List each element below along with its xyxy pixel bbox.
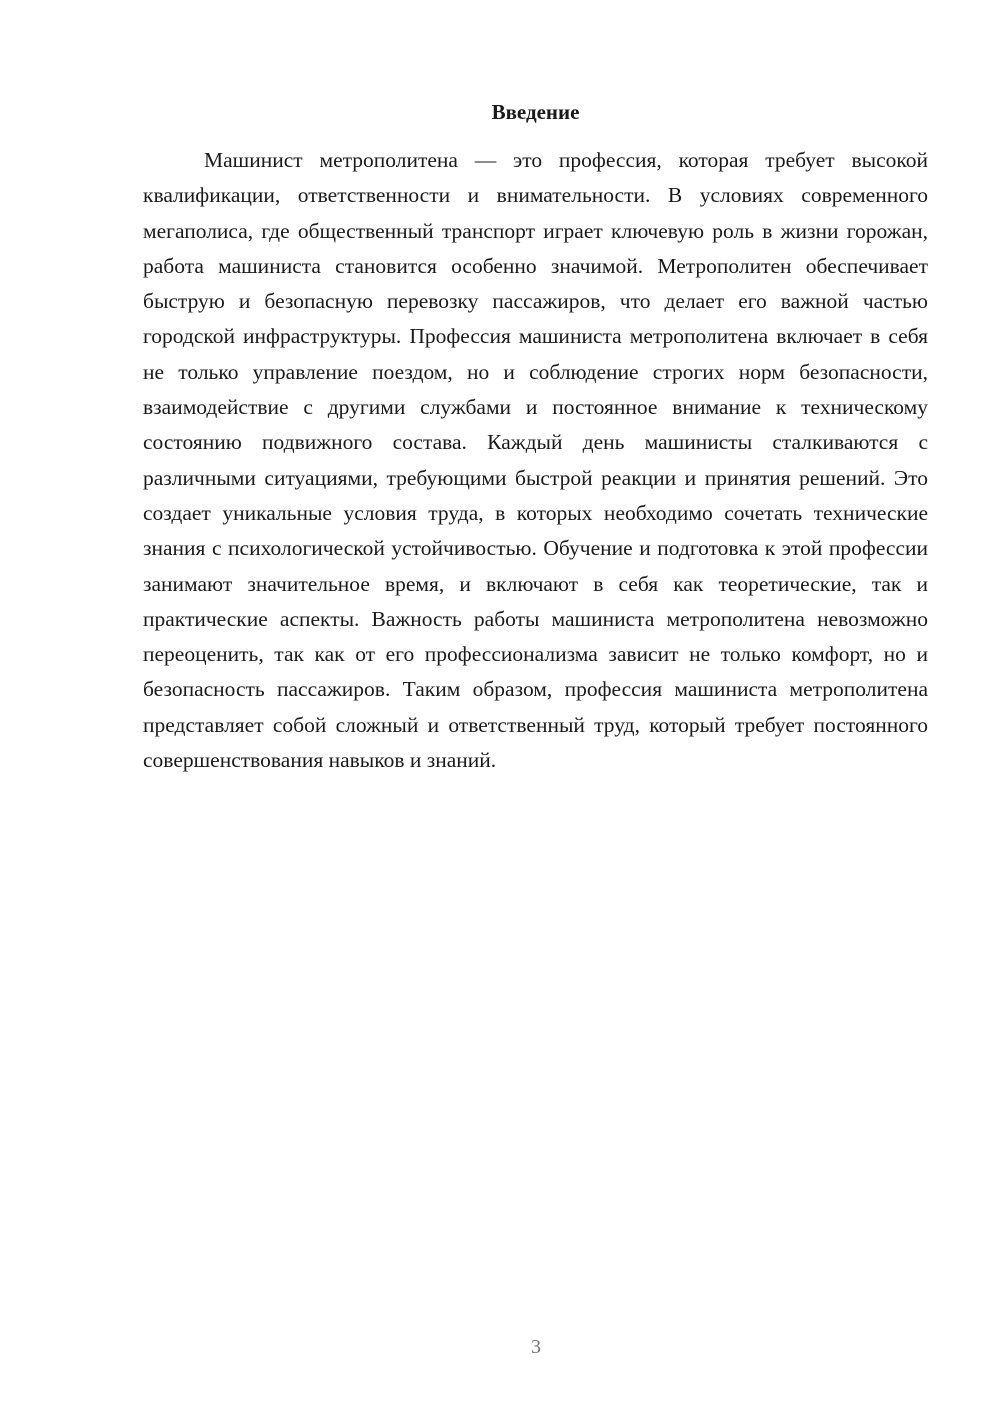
page-number: 3 xyxy=(531,1336,541,1358)
intro-paragraph: Машинист метрополитена — это профессия, которая требует высокой квалификации, ответственности и внимательности. В условиях современного мегаполиса, где общественный транспорт играет ключевую роль в жизни горожан, работа машиниста становится особенно значимой. Метрополитен обеспечивает быструю и безопасную перевозку пассажиров, что делает его важной частью городской инфраструктуры. Профессия машиниста метрополитена включает в себя не только управление поездом, но и соблюдение строгих норм безопасности, взаимодействие с другими службами и постоянное внимание к техническому состоянию подвижного состава. Каждый день машинисты сталкиваются с различными ситуациями, требующими быстрой реакции и принятия решений. Это создает уникальные условия труда, в которых необходимо сочетать технические знания с психологической устойчивостью. Обучение и подготовка к этой профессии занимают значительное время, и включают в себя как теоретические, так и практические аспекты. Важность работы машиниста метрополитена невозможно переоценить, так как от его профессионализма зависит не только комфорт, но и безопасность пассажиров. Таким образом, профессия машиниста метрополитена представляет собой сложный и ответственный труд, который требует постоянного совершенствования навыков и знаний. xyxy=(143,148,928,773)
section-heading: Введение xyxy=(491,100,580,124)
